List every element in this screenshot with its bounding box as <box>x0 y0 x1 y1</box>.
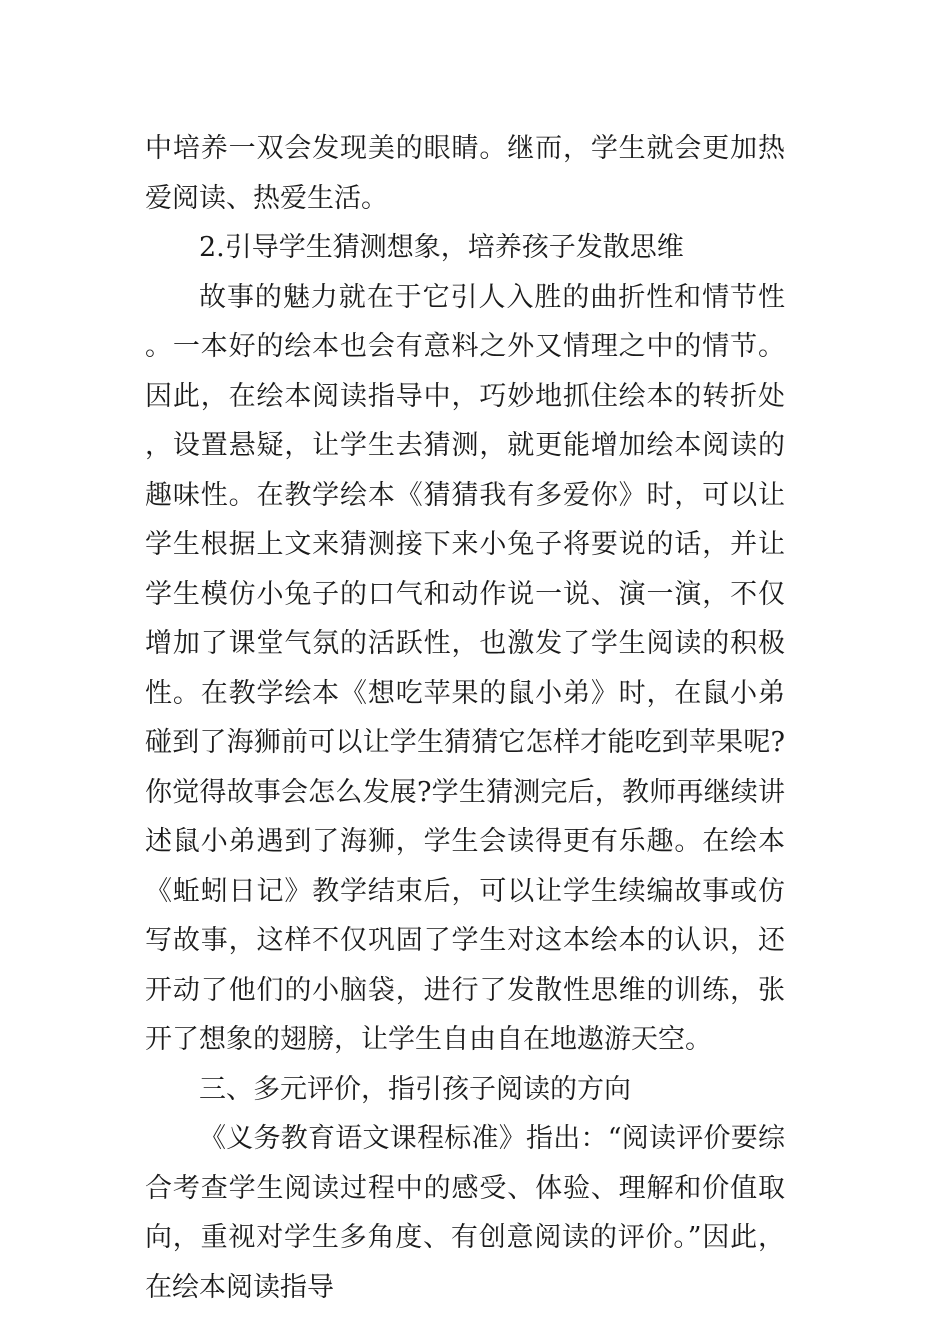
document-body <box>145 124 785 1312</box>
section-heading-2: 2.引导学生猜测想象，培养孩子发散思维 <box>199 232 684 263</box>
body-paragraph: 故事的魅力就在于它引人入胜的曲折性和情节性。一本好的绘本也会有意料之外又情理之中的情节。因此，在绘本阅读指导中，巧妙地抓住绘本的转折处，设置悬疑，让学生去猜测，就更能增加绘本阅读的趣味性。在教学绘本《猜猜我有多爱你》时，可以让学生根据上文来猜测接下来小兔子将要说的话，并让学生模仿小兔子的口气和动作说一说、演一演，不仅增加了课堂气氛的活跃性，也激发了学生阅读的积极性。在教学绘本《想吃苹果的鼠小弟》时，在鼠小弟碰到了海狮前可以让学生猜猜它怎样才能吃到苹果呢?你觉得故事会怎么发展?学生猜测完后，教师再继续讲述鼠小弟遇到了海狮，学生会读得更有乐趣。在绘本《蚯蚓日记》教学结束后，可以让学生续编故事或仿写故事，这样不仅巩固了学生对这本绘本的认识，还开动了他们的小脑袋，进行了发散性思维的训练，张开了想象的翅膀，让学生自由自在地遨游天空。 <box>145 281 785 1055</box>
body-paragraph: 《义务教育语文课程标准》指出：“阅读评价要综合考查学生阅读过程中的感受、体验、理解和价值取向，重视对学生多角度、有创意阅读的评价。”因此，在绘本阅读指导 <box>145 1123 785 1303</box>
continued-paragraph: 中培养一双会发现美的眼睛。继而，学生就会更加热爱阅读、热爱生活。 <box>145 133 785 214</box>
section-heading-3: 三、多元评价，指引孩子阅读的方向 <box>199 1073 631 1105</box>
